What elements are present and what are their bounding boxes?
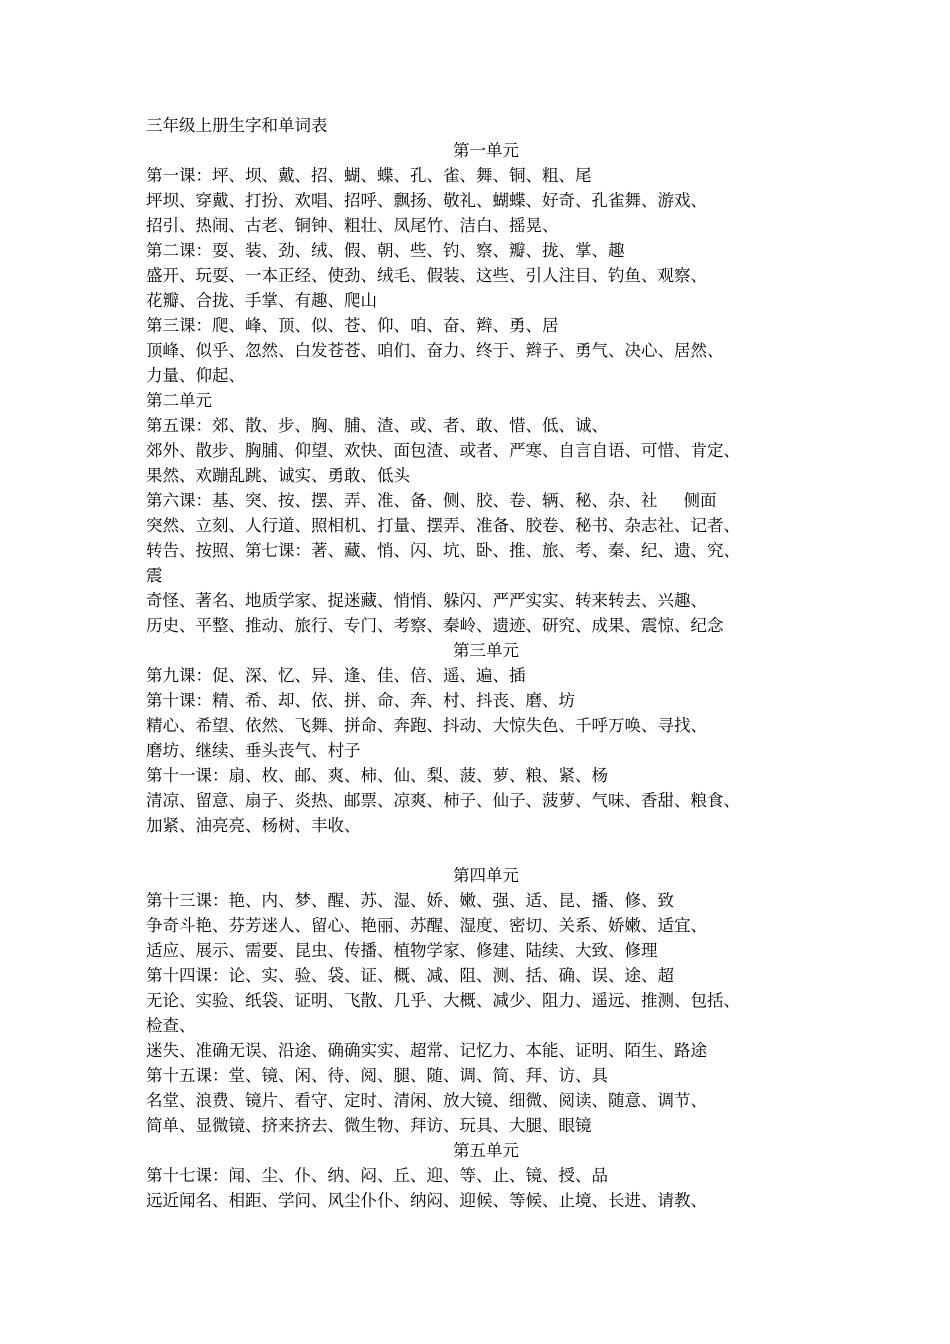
text-line: 顶峰、似乎、忽然、白发苍苍、咱们、奋力、终于、辫子、勇气、决心、居然、 [146, 341, 724, 360]
text-line: 第十课：精、希、却、依、拼、命、奔、村、抖丧、磨、坊 [146, 691, 575, 710]
text-line: 名堂、浪费、镜片、看守、定时、清闲、放大镜、细微、阅读、随意、调节、 [146, 1091, 707, 1110]
text-line: 突然、立刻、人行道、照相机、打量、摆弄、准备、胶卷、秘书、杂志社、记者、 [146, 516, 740, 535]
text-line: 第五课：郊、散、步、胸、脯、渣、或、者、敢、惜、低、诚、 [146, 416, 608, 435]
text-line: 力量、仰起、 [146, 366, 245, 385]
text-line: 磨坊、继续、垂头丧气、村子 [146, 741, 361, 760]
text-line: 果然、欢蹦乱跳、诚实、勇敢、低头 [146, 466, 410, 485]
text-line: 第一课：坪、坝、戴、招、蝴、蝶、孔、雀、舞、铜、粗、尾 [146, 166, 592, 185]
text-line: 第三课：爬、峰、顶、似、苍、仰、咱、奋、辫、勇、居 [146, 316, 559, 335]
text-line: 清凉、留意、扇子、炎热、邮票、凉爽、柿子、仙子、菠萝、气味、香甜、粮食、 [146, 791, 740, 810]
text-line-part: 侧面 [683, 491, 717, 510]
document-body [146, 113, 826, 1213]
text-line: 加紧、油亮亮、杨树、丰收、 [146, 816, 361, 835]
text-line: 震 [146, 566, 163, 585]
text-line: 检查、 [146, 1016, 196, 1035]
text-line: 郊外、散步、胸脯、仰望、欢快、面包渣、或者、严寒、自言自语、可惜、肯定、 [146, 441, 740, 460]
text-line: 第十五课：堂、镜、闲、待、阅、腿、随、调、简、拜、访、具 [146, 1066, 608, 1085]
section-heading: 第三单元 [453, 641, 519, 660]
text-line: 迷失、准确无误、沿途、确确实实、超常、记忆力、本能、证明、陌生、路途 [146, 1041, 707, 1060]
text-line-part: 第六课：基、突、按、摆、弄、准、备、侧、胶、卷、辆、秘、杂、社 [146, 491, 658, 510]
document-lines [146, 138, 826, 1213]
text-line: 第十七课：闻、尘、仆、纳、闷、丘、迎、等、止、镜、授、品 [146, 1166, 608, 1185]
text-line: 第十三课：艳、内、梦、醒、苏、湿、娇、嫩、强、适、昆、播、修、致 [146, 891, 674, 910]
text-line: 第二单元 [146, 391, 212, 410]
section-heading: 第一单元 [453, 141, 519, 160]
section-heading: 第五单元 [453, 1141, 519, 1160]
document-title: 三年级上册生字和单词表 [146, 116, 328, 135]
text-line: 历史、平整、推动、旅行、专门、考察、秦岭、遗迹、研究、成果、震惊、纪念 [146, 616, 724, 635]
text-line: 奇怪、著名、地质学家、捉迷藏、悄悄、躲闪、严严实实、转来转去、兴趣、 [146, 591, 707, 610]
text-line: 盛开、玩耍、一本正经、使劲、绒毛、假装、这些、引人注目、钓鱼、观察、 [146, 266, 707, 285]
text-line: 精心、希望、依然、飞舞、拼命、奔跑、抖动、大惊失色、千呼万唤、寻找、 [146, 716, 707, 735]
text-line: 远近闻名、相距、学问、风尘仆仆、纳闷、迎候、等候、止境、长进、请教、 [146, 1191, 707, 1210]
text-line: 争奇斗艳、芬芳迷人、留心、艳丽、苏醒、湿度、密切、关系、娇嫩、适宜、 [146, 916, 707, 935]
text-line: 适应、展示、需要、昆虫、传播、植物学家、修建、陆续、大致、修理 [146, 941, 658, 960]
text-line [146, 488, 826, 513]
text-line: 转告、按照、第七课：著、藏、悄、闪、坑、卧、推、旅、考、秦、纪、遗、究、 [146, 541, 740, 560]
blank-line [146, 838, 826, 863]
text-line: 简单、显微镜、挤来挤去、微生物、拜访、玩具、大腿、眼镜 [146, 1116, 592, 1135]
text-line: 坪坝、穿戴、打扮、欢唱、招呼、飘扬、敬礼、蝴蝶、好奇、孔雀舞、游戏、 [146, 191, 707, 210]
text-line: 第十一课：扇、枚、邮、爽、柿、仙、梨、菠、萝、粮、紧、杨 [146, 766, 608, 785]
section-heading: 第四单元 [453, 866, 519, 885]
text-line: 第十四课：论、实、验、袋、证、概、减、阻、测、括、确、误、途、超 [146, 966, 674, 985]
text-line: 第九课：促、深、忆、异、逢、佳、倍、遥、遍、插 [146, 666, 526, 685]
text-line: 招引、热闹、古老、铜钟、粗壮、凤尾竹、洁白、摇晃、 [146, 216, 559, 235]
text-line: 花瓣、合拢、手掌、有趣、爬山 [146, 291, 377, 310]
text-line: 第二课：耍、装、劲、绒、假、朝、些、钓、察、瓣、拢、掌、趣 [146, 241, 625, 260]
text-line: 无论、实验、纸袋、证明、飞散、几乎、大概、减少、阻力、遥远、推测、包括、 [146, 991, 740, 1010]
